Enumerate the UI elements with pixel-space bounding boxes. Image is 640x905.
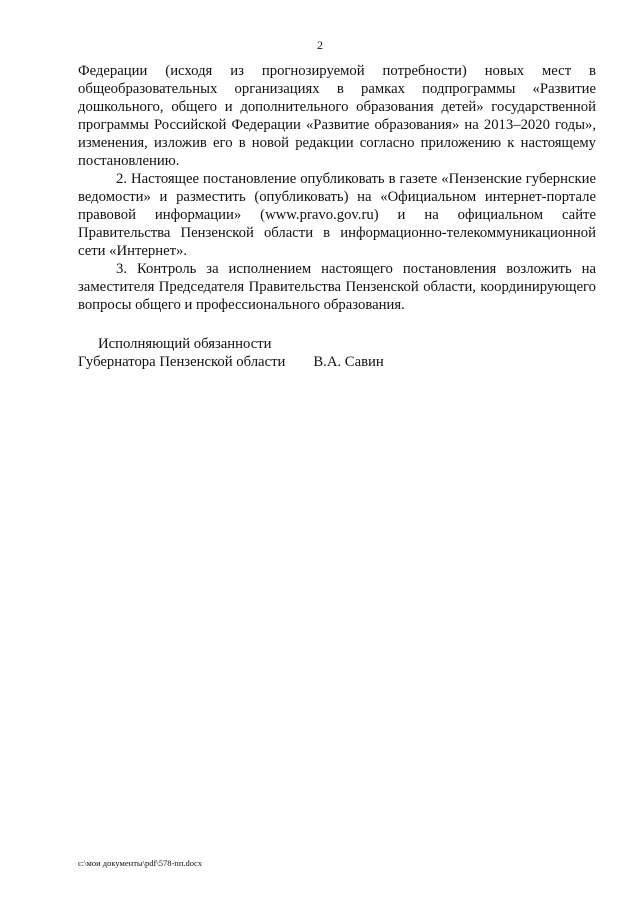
paragraph-control: 3. Контроль за исполнением настоящего постановления возложить на заместителя Председателя Правительства Пензенской области, координирующего вопросы общего и профессионального образования. <box>78 261 596 313</box>
signatory-title-line2: Губернатора Пензенской области <box>78 354 286 370</box>
signature-block <box>78 335 518 371</box>
signatory-title-line1: Исполняющий обязанности <box>98 336 272 352</box>
paragraph-publication: 2. Настоящее постановление опубликовать в газете «Пензенские губернские ведомости» и разместить (опубликовать) на «Официальном интернет-портале правовой информации» (www.pravo.gov.ru) и на официальном сайте Правительства Пензенской области в информационно-телекоммуникационной сети «Интернет». <box>78 171 596 259</box>
signatory-name: В.А. Савин <box>313 354 384 370</box>
signatory-title-row <box>78 353 518 371</box>
file-path-footer: c:\мои документы\pdf\578-пп.docx <box>78 858 203 868</box>
page-number: 2 <box>317 38 323 52</box>
document-body <box>78 62 596 314</box>
paragraph-continuation: Федерации (исходя из прогнозируемой потребности) новых мест в общеобразовательных организациях в рамках подпрограммы «Развитие дошкольного, общего и дополнительного образования детей» государственной программы Российской Федерации «Развитие образования» на 2013–2020 годы», изменения, изложив его в новой редакции согласно приложению к настоящему постановлению. <box>78 63 596 169</box>
